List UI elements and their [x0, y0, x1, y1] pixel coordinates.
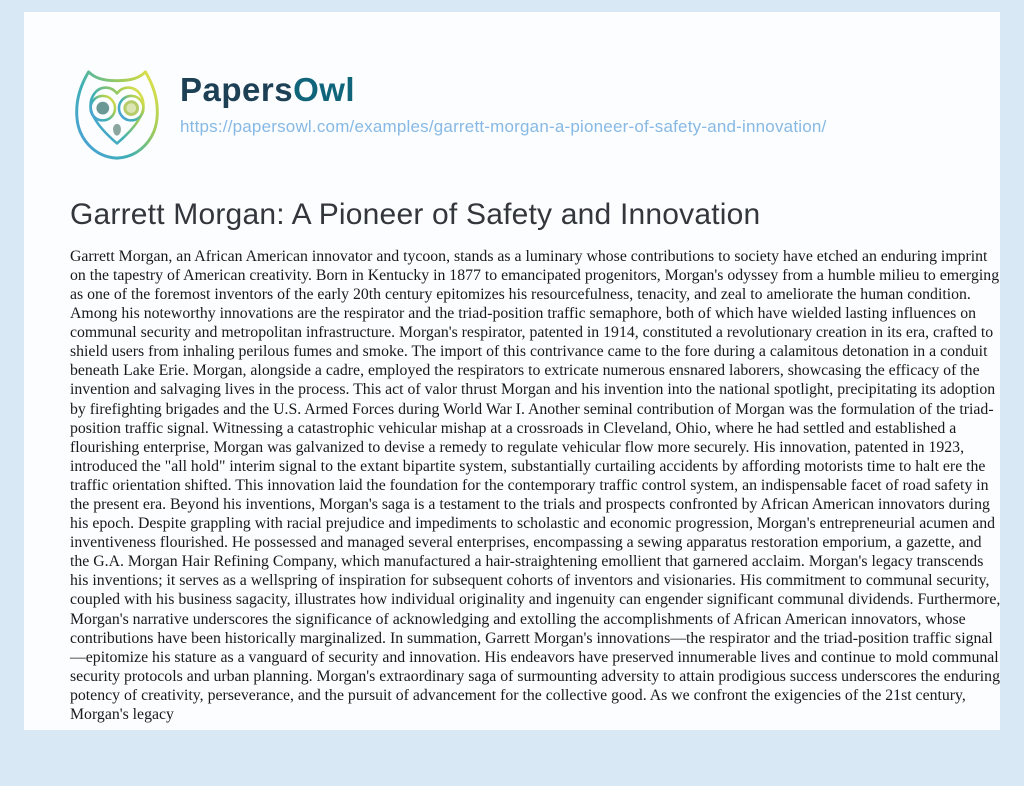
brand-block	[180, 62, 826, 137]
site-header	[68, 62, 826, 168]
brand-part-papers: Papers	[180, 71, 294, 108]
owl-logo-icon	[68, 62, 166, 168]
brand-title	[180, 72, 826, 108]
source-url-link[interactable]: https://papersowl.com/examples/garrett-morgan-a-pioneer-of-safety-and-innovation/	[180, 117, 827, 137]
essay-title: Garrett Morgan: A Pioneer of Safety and Innovation	[70, 198, 761, 232]
brand-part-owl: Owl	[293, 71, 356, 108]
essay-body-text: Garrett Morgan, an African American innovator and tycoon, stands as a luminary whose contributions to society have etched an enduring imprint on the tapestry of American creativity. Born in Kentucky in 1877 to emancipated progenitors, Morgan's odyssey from a humble milieu to emerging as one of the foremost inventors of the early 20th century epitomizes his resourcefulness, tenacity, and zeal to ameliorate the human condition. Among his noteworthy innovations are the respirator and the triad-position traffic semaphore, both of which have wielded lasting influences on communal security and metropolitan infrastructure. Morgan's respirator, patented in 1914, constituted a revolutionary creation in its era, crafted to shield users from inhaling perilous fumes and smoke. The import of this contrivance came to the fore during a calamitous detonation in a conduit beneath Lake Erie. Morgan, alongside a cadre, employed the respirators to extricate numerous ensnared laborers, showcasing the efficacy of the invention and salvaging lives in the process. This act of valor thrust Morgan and his invention into the national spotlight, precipitating its adoption by firefighting brigades and the U.S. Armed Forces during World War I. Another seminal contribution of Morgan was the formulation of the triad-position traffic signal. Witnessing a catastrophic vehicular mishap at a crossroads in Cleveland, Ohio, where he had settled and established a flourishing enterprise, Morgan was galvanized to devise a remedy to regulate vehicular flow more securely. His innovation, patented in 1923, introduced the "all hold" interim signal to the extant bipartite system, substantially curtailing accidents by affording motorists time to halt ere the traffic orientation shifted. This innovation laid the foundation for the contemporary traffic control system, an indispensable facet of road safety in the present era. Beyond his inventions, Morgan's saga is a testament to the trials and prospects confronted by African American innovators during his epoch. Despite grappling with racial prejudice and impediments to scholastic and economic progression, Morgan's entrepreneurial acumen and inventiveness flourished. He possessed and managed several enterprises, encompassing a sewing apparatus restoration emporium, a gazette, and the G.A. Morgan Hair Refining Company, which manufactured a hair-straightening emollient that garnered acclaim. Morgan's legacy transcends his inventions; it serves as a wellspring of inspiration for subsequent cohorts of inventors and visionaries. His commitment to communal security, coupled with his business sagacity, illustrates how individual originality and ingenuity can engender significant communal dividends. Furthermore, Morgan's narrative underscores the significance of acknowledging and extolling the accomplishments of African American innovators, whose contributions have been historically marginalized. In summation, Garrett Morgan's innovations—the respirator and the triad-position traffic signal—epitomize his stature as a vanguard of security and innovation. His endeavors have preserved innumerable lives and continue to mold communal security protocols and urban planning. Morgan's extraordinary saga of surmounting adversity to attain prodigious success underscores the enduring potency of creativity, perseverance, and the pursuit of advancement for the collective good. As we confront the exigencies of the 21st century, Morgan's legacy	[70, 247, 1001, 724]
document-panel	[24, 12, 1000, 730]
